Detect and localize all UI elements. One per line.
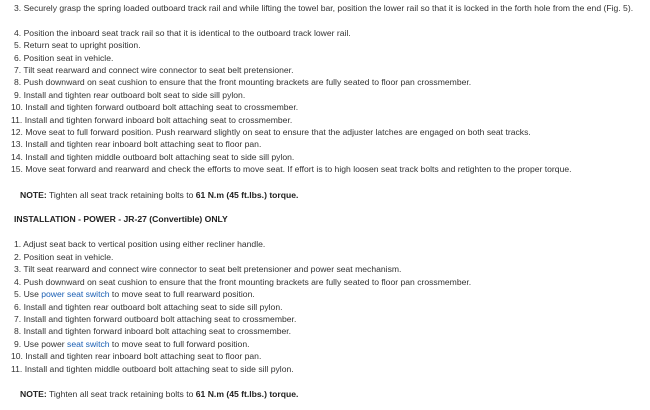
step-text: Move seat to full forward position. Push rearward slightly on seat to ensure that the adjuster latches are engaged on both seat tracks. bbox=[25, 127, 531, 137]
step-10 bbox=[11, 102, 641, 113]
step-number: 3. bbox=[14, 264, 22, 274]
note-value: 61 N.m (45 ft.lbs.) torque. bbox=[195, 190, 299, 200]
step-text: Push downward on seat cushion to ensure that the front mounting brackets are fully seated to floor pan crossmember. bbox=[23, 277, 472, 287]
step-number: 11. bbox=[11, 115, 23, 125]
step-number: 5. bbox=[14, 40, 22, 50]
note-text: Tighten all seat track retaining bolts to bbox=[48, 190, 194, 200]
power-step-2 bbox=[14, 252, 644, 263]
power-step-7 bbox=[14, 314, 644, 325]
step-13 bbox=[11, 139, 641, 150]
step-14 bbox=[11, 152, 641, 163]
note-power bbox=[20, 389, 298, 400]
step-text: Return seat to upright position. bbox=[23, 40, 141, 50]
step-text: Install and tighten rear outboard bolt seat to side sill pylon. bbox=[23, 90, 246, 100]
step-3 bbox=[14, 3, 644, 14]
note-value: 61 N.m (45 ft.lbs.) torque. bbox=[195, 389, 299, 399]
step-number: 9. bbox=[14, 90, 22, 100]
step-number: 9. bbox=[14, 339, 22, 349]
step-11 bbox=[11, 115, 641, 126]
power-step-8 bbox=[14, 326, 644, 337]
step-5 bbox=[14, 40, 644, 51]
step-text-post: to move seat to full rearward position. bbox=[109, 289, 255, 299]
step-12 bbox=[11, 127, 641, 138]
power-step-5 bbox=[14, 289, 644, 300]
step-text: Push downward on seat cushion to ensure that the front mounting brackets are fully seated to floor pan crossmember. bbox=[23, 77, 472, 87]
step-9 bbox=[14, 90, 644, 101]
step-number: 4. bbox=[14, 277, 22, 287]
seat-switch-link[interactable]: seat switch bbox=[67, 339, 110, 349]
step-number: 15. bbox=[11, 164, 23, 174]
note-label: NOTE: bbox=[20, 389, 47, 399]
step-6 bbox=[14, 53, 644, 64]
step-7 bbox=[14, 65, 644, 76]
step-number: 7. bbox=[14, 314, 22, 324]
step-text-pre: Use bbox=[23, 289, 42, 299]
step-number: 3. bbox=[14, 3, 22, 13]
step-number: 6. bbox=[14, 302, 22, 312]
step-number: 14. bbox=[11, 152, 23, 162]
step-number: 8. bbox=[14, 326, 22, 336]
step-text: Move seat forward and rearward and check the efforts to move seat. If effort is to high loosen seat track bolts and retighten to the proper torque. bbox=[25, 164, 572, 174]
step-number: 13. bbox=[11, 139, 23, 149]
step-text: Install and tighten rear inboard bolt attaching seat to floor pan. bbox=[25, 139, 262, 149]
step-text: Install and tighten middle outboard bolt attaching seat to side sill pylon. bbox=[25, 152, 295, 162]
step-number: 5. bbox=[14, 289, 22, 299]
section-heading: INSTALLATION - POWER - JR-27 (Convertible) ONLY bbox=[14, 214, 228, 224]
step-text: Install and tighten forward outboard bolt attaching seat to crossmember. bbox=[23, 314, 297, 324]
power-step-4 bbox=[14, 277, 644, 288]
step-number: 10. bbox=[11, 102, 23, 112]
step-text: Tilt seat rearward and connect wire connector to seat belt pretensioner. bbox=[23, 65, 294, 75]
note-text: Tighten all seat track retaining bolts to bbox=[48, 389, 194, 399]
step-number: 2. bbox=[14, 252, 22, 262]
step-number: 11. bbox=[11, 364, 23, 374]
step-number: 4. bbox=[14, 28, 22, 38]
step-number: 8. bbox=[14, 77, 22, 87]
power-step-6 bbox=[14, 302, 644, 313]
step-text: Securely grasp the spring loaded outboard track rail and while lifting the towel bar, position the lower rail so that it is locked in the forth hole from the end (Fig. 5). bbox=[23, 3, 634, 13]
step-text: Install and tighten forward outboard bolt attaching seat to crossmember. bbox=[25, 102, 299, 112]
step-text: Position seat in vehicle. bbox=[23, 53, 114, 63]
step-8 bbox=[14, 77, 644, 88]
step-text-pre: Use power bbox=[23, 339, 68, 349]
step-number: 1. bbox=[14, 239, 22, 249]
power-step-9 bbox=[14, 339, 644, 350]
step-text: Position the inboard seat track rail so that it is identical to the outboard track lower rail. bbox=[23, 28, 351, 38]
note bbox=[20, 190, 298, 201]
step-text-post: to move seat to full forward position. bbox=[109, 339, 250, 349]
step-text: Install and tighten rear inboard bolt attaching seat to floor pan. bbox=[25, 351, 262, 361]
step-number: 7. bbox=[14, 65, 22, 75]
step-text: Tilt seat rearward and connect wire connector to seat belt pretensioner and power seat mechanism. bbox=[23, 264, 402, 274]
step-text: Install and tighten forward inboard bolt attaching seat to crossmember. bbox=[24, 115, 293, 125]
step-4 bbox=[14, 28, 644, 39]
step-text: Install and tighten rear outboard bolt attaching seat to side sill pylon. bbox=[23, 302, 283, 312]
step-text: Install and tighten forward inboard bolt attaching seat to crossmember. bbox=[23, 326, 292, 336]
power-step-11 bbox=[11, 364, 641, 375]
power-step-3 bbox=[14, 264, 644, 275]
power-seat-switch-link[interactable]: power seat switch bbox=[41, 289, 110, 299]
step-text: Position seat in vehicle. bbox=[23, 252, 114, 262]
step-number: 12. bbox=[11, 127, 23, 137]
step-text: Install and tighten middle outboard bolt attaching seat to side sill pylon. bbox=[24, 364, 294, 374]
step-number: 6. bbox=[14, 53, 22, 63]
step-text: Adjust seat back to vertical position using either recliner handle. bbox=[23, 239, 266, 249]
step-number: 10. bbox=[11, 351, 23, 361]
note-label: NOTE: bbox=[20, 190, 47, 200]
power-step-10 bbox=[11, 351, 641, 362]
power-step-1 bbox=[14, 239, 644, 250]
step-15 bbox=[11, 164, 641, 175]
